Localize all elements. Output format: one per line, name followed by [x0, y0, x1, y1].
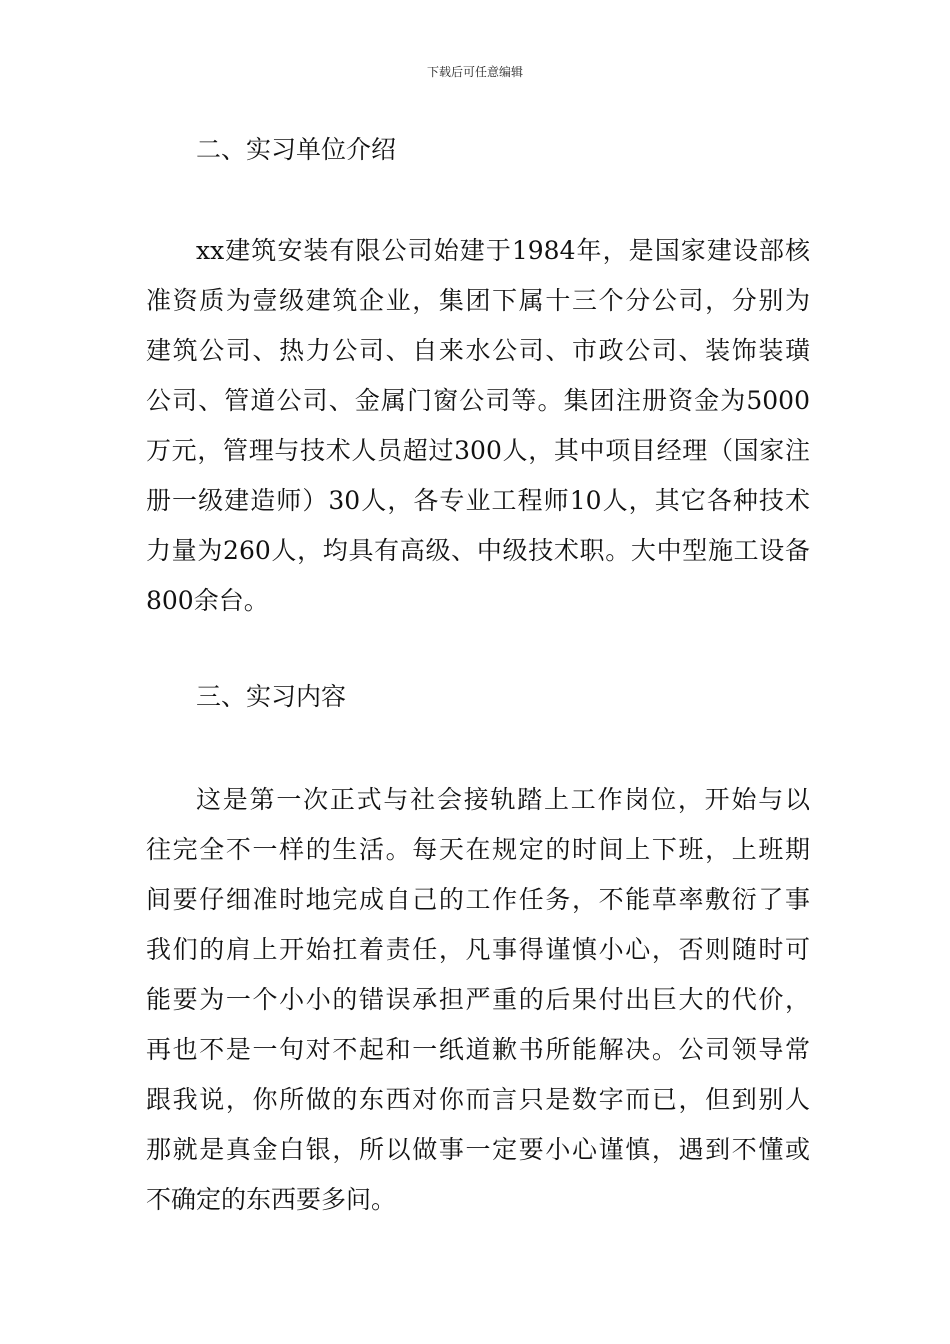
paragraph-line: 公司、管道公司、金属门窗公司等。集团注册资金为5000: [146, 386, 810, 415]
company-intro-paragraph: [146, 226, 810, 626]
paragraph-line: 能要为一个小小的错误承担严重的后果付出巨大的代价，: [146, 985, 810, 1014]
paragraph-line: 建筑公司、热力公司、自来水公司、市政公司、装饰装璜: [146, 336, 810, 365]
paragraph-line: 再也不是一句对不起和一纸道歉书所能解决。公司领导常: [146, 1035, 810, 1064]
paragraph-line: xx建筑安装有限公司始建于1984年，是国家建设部核: [196, 236, 810, 265]
page-header-note: 下载后可任意编辑: [426, 65, 523, 79]
paragraph-line: 间要仔细准时地完成自己的工作任务，不能草率敷衍了事: [146, 885, 810, 914]
paragraph-line: 不确定的东西要多问。: [146, 1185, 397, 1214]
paragraph-line: 万元，管理与技术人员超过300人，其中项目经理（国家注: [146, 436, 810, 465]
paragraph-line: 800余台。: [146, 586, 269, 615]
paragraph-line: 那就是真金白银，所以做事一定要小心谨慎，遇到不懂或: [146, 1135, 810, 1164]
paragraph-line: 准资质为壹级建筑企业，集团下属十三个分公司，分别为: [146, 286, 810, 315]
paragraph-line: 跟我说，你所做的东西对你而言只是数字而已，但到别人: [146, 1085, 810, 1114]
paragraph-line: 力量为260人，均具有高级、中级技术职。大中型施工设备: [146, 536, 810, 565]
paragraph-line: 这是第一次正式与社会接轨踏上工作岗位，开始与以: [196, 785, 810, 814]
internship-content-paragraph: [146, 775, 810, 1225]
paragraph-line: 我们的肩上开始扛着责任，凡事得谨慎小心，否则随时可: [146, 935, 810, 964]
section-heading-company-intro: 二、实习单位介绍: [196, 135, 397, 164]
paragraph-line: 往完全不一样的生活。每天在规定的时间上下班，上班期: [146, 835, 810, 864]
section-heading-internship-content: 三、实习内容: [196, 682, 347, 711]
paragraph-line: 册一级建造师）30人，各专业工程师10人，其它各种技术: [146, 486, 810, 515]
